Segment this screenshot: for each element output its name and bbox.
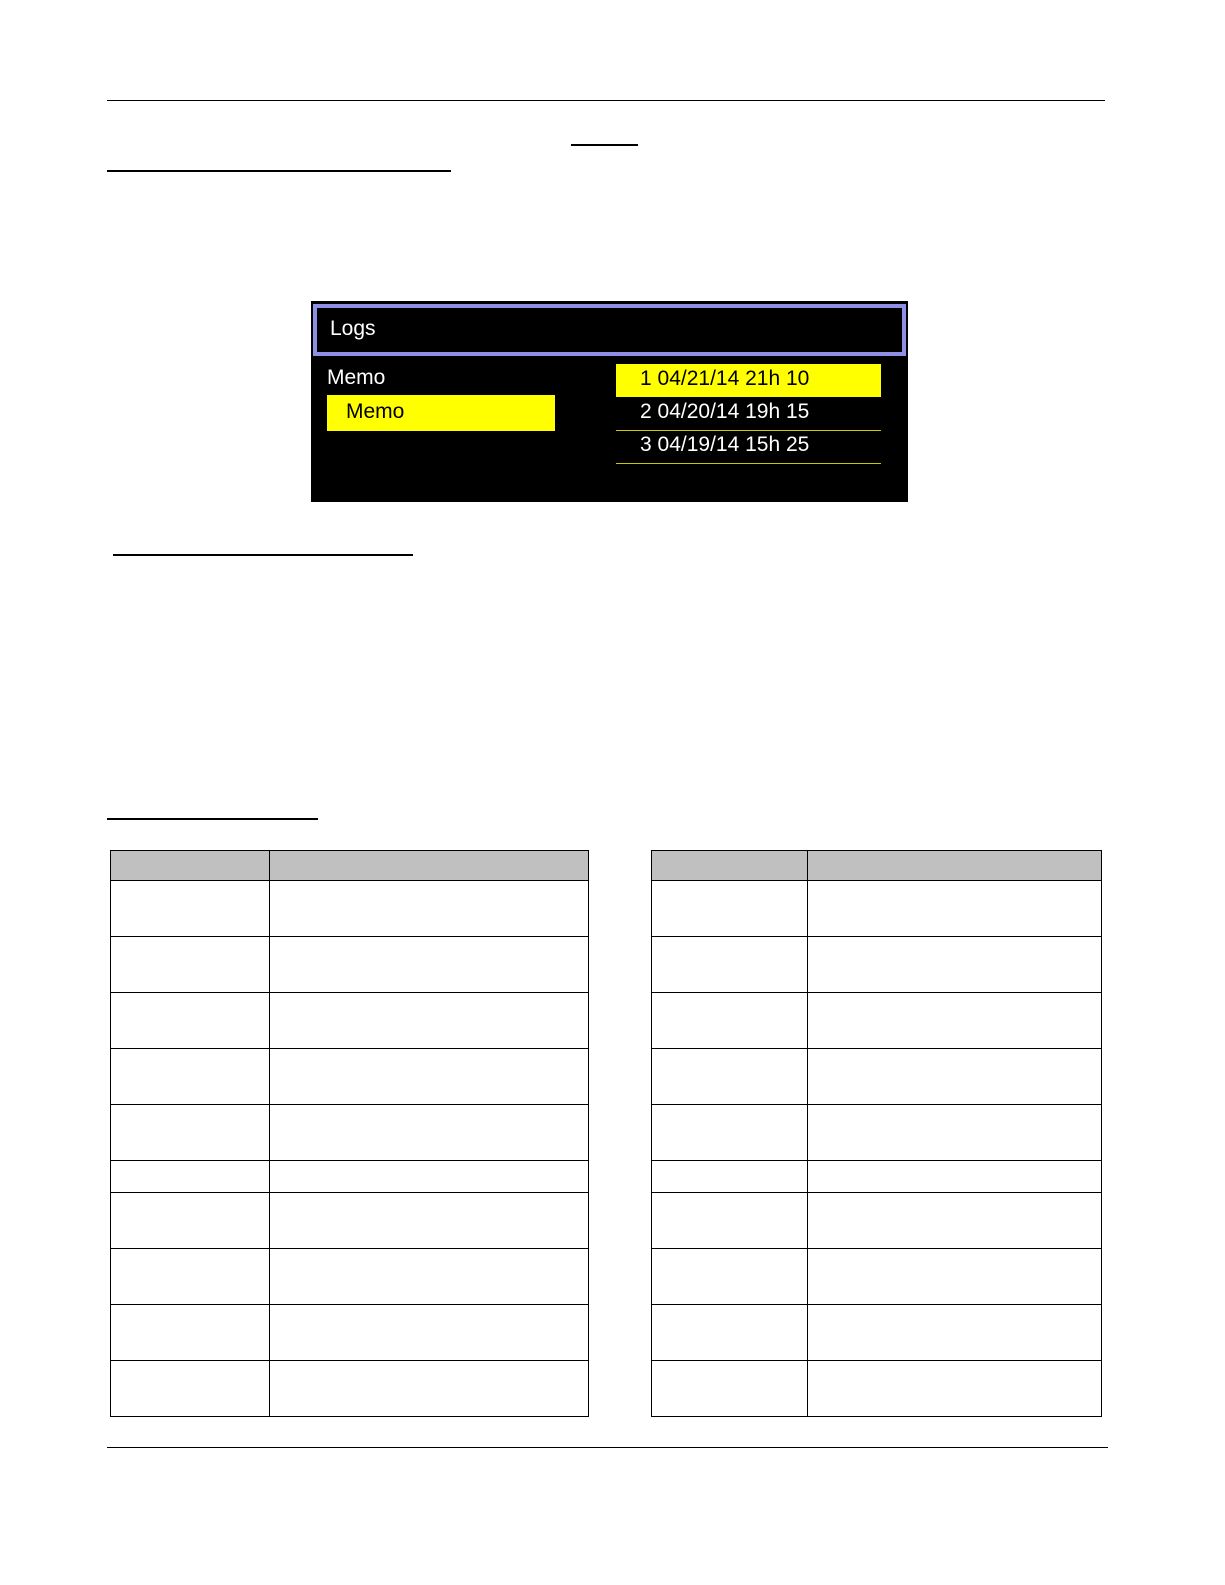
table-row xyxy=(111,1161,589,1193)
table-row xyxy=(111,1049,589,1105)
table-row xyxy=(111,1305,589,1361)
table-header-cell xyxy=(111,851,270,881)
menu-item-label: Memo xyxy=(346,400,405,423)
log-entry-label: 3 04/19/14 15h 25 xyxy=(640,433,810,456)
heading-underline-top xyxy=(571,144,638,146)
log-entry-label: 2 04/20/14 19h 15 xyxy=(640,400,810,423)
table-row xyxy=(652,881,1102,937)
header-rule xyxy=(107,100,1105,101)
log-entry-label: 1 04/21/14 21h 10 xyxy=(640,367,810,390)
heading-underline-section-1 xyxy=(107,170,451,172)
log-entry[interactable] xyxy=(616,430,881,464)
log-entry[interactable] xyxy=(616,364,881,397)
table-row xyxy=(111,1105,589,1161)
heading-underline-section-2 xyxy=(113,554,413,556)
table-row xyxy=(111,881,589,937)
menu-item-memo[interactable] xyxy=(327,395,555,431)
screen-title: Logs xyxy=(330,317,376,340)
table-row xyxy=(652,1161,1102,1193)
table-row xyxy=(652,1193,1102,1249)
table-row xyxy=(652,993,1102,1049)
heading-underline-section-3 xyxy=(107,818,318,820)
table-row xyxy=(111,1193,589,1249)
table-row xyxy=(652,1049,1102,1105)
table-row xyxy=(652,937,1102,993)
table-row xyxy=(652,1105,1102,1161)
table-row xyxy=(652,1361,1102,1417)
menu-label: Memo xyxy=(327,366,386,389)
table-row xyxy=(111,1361,589,1417)
table-right xyxy=(651,850,1102,1417)
log-entry[interactable] xyxy=(616,397,881,431)
device-screen xyxy=(311,301,908,502)
table-row xyxy=(652,1305,1102,1361)
table-row xyxy=(652,1249,1102,1305)
screen-title-bar xyxy=(313,304,906,356)
table-header-cell xyxy=(270,851,589,881)
table-left xyxy=(110,850,589,1417)
footer-rule xyxy=(107,1447,1108,1448)
table-header-cell xyxy=(808,851,1102,881)
table-row xyxy=(111,937,589,993)
table-row xyxy=(111,1249,589,1305)
table-row xyxy=(111,993,589,1049)
table-header-cell xyxy=(652,851,808,881)
